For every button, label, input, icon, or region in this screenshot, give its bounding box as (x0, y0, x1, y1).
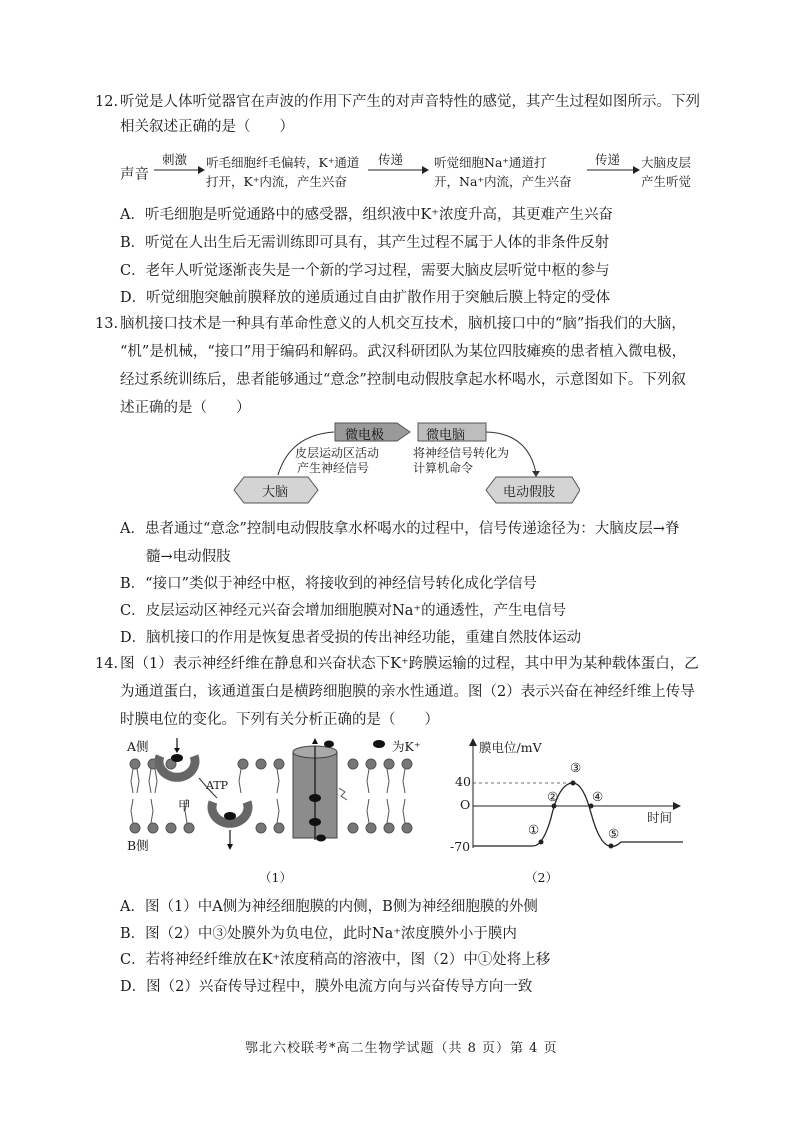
q14-stem-line3: 时膜电位的变化。下列有关分析正确的是（ ） (120, 712, 439, 728)
q12-option-a: A．听毛细胞是听觉通路中的感受器，组织液中K⁺浓度升高，其更难产生兴奋 (120, 207, 613, 223)
flow-node-hair-cell-line1: 听毛细胞纤毛偏转，K⁺通道 (206, 155, 360, 170)
q12-option-d: D．听觉细胞突触前膜释放的递质通过自由扩散作用于突触后膜上特定的受体 (120, 290, 611, 306)
flow-node-hair-cell-line2: 打开，K⁺内流，产生兴奋 (206, 174, 347, 189)
brain-label: 大脑 (262, 485, 289, 500)
q12-option-b: B．听觉在人出生后无需训练即可具有，其产生过程不属于人体的非条件反射 (120, 235, 610, 251)
flow-arrow2-label: 传递 (378, 152, 404, 167)
point-5-label: ⑤ (608, 826, 620, 841)
q13-stem-line2: “机”是机械，“接口”用于编码和解码。武汉科研团队为某位四肢瘫痪的患者植入微电极， (120, 344, 687, 360)
left-note-line1: 皮层运动区活动 (295, 446, 380, 460)
flow-arrow1-icon (152, 163, 206, 177)
point-3-label: ③ (570, 760, 582, 775)
flow-node-sound: 声音 (120, 167, 149, 183)
page-footer: 鄂北六校联考*高二生物学试题（共 8 页）第 4 页 (245, 1041, 558, 1056)
left-note-line2: 产生神经信号 (297, 461, 370, 475)
flow-arrow2-icon (366, 163, 430, 177)
x-axis-label: 时间 (647, 810, 673, 825)
q14-option-d: D．图（2）兴奋传导过程中，膜外电流方向与兴奋传导方向一致 (120, 979, 533, 995)
q13-option-d: D．脑机接口的作用是恢复患者受损的传出神经功能，重建自然肢体运动 (120, 630, 582, 646)
flow-node-auditory-cell-line1: 听觉细胞Na⁺通道打 (434, 155, 547, 170)
q14-number: 14. (95, 656, 119, 672)
k-ion-legend: 为K⁺ (392, 739, 421, 754)
flow-arrow3-label: 传递 (595, 152, 621, 167)
q12-stem-line2: 相关叙述正确的是（ ） (120, 119, 294, 135)
flow-node-cortex-line2: 产生听觉 (641, 174, 692, 189)
micro-computer-label: 微电脑 (426, 428, 466, 443)
right-note-line1: 将神经信号转化为 (413, 446, 510, 460)
q12-stem-line1: 听觉是人体听觉器官在声波的作用下产生的对声音特性的感觉，其产生过程如图所示。下列 (120, 94, 700, 110)
point-1-label: ① (528, 822, 540, 837)
q13-stem-line1: 脑机接口技术是一种具有革命性意义的人机交互技术，脑机接口中的“脑”指我们的大脑， (120, 316, 686, 332)
y-tick-40: 40 (455, 774, 471, 789)
q14-option-b: B．图（2）中③处膜外为负电位，此时Na⁺浓度膜外小于膜内 (120, 926, 517, 942)
q14-stem-line1: 图（1）表示神经纤维在静息和兴奋状态下K⁺跨膜运输的过程，其中甲为某种载体蛋白，乙 (120, 656, 699, 672)
flow-node-cortex-line1: 大脑皮层 (641, 155, 692, 170)
q13-diagram-shapes (230, 415, 580, 515)
q13-stem-line4: 述正确的是（ ） (120, 400, 251, 416)
flow-arrow1-label: 刺激 (162, 152, 188, 167)
membrane-drawing (125, 738, 415, 856)
atp-label: ATP (206, 779, 229, 792)
q14-stem-line2: 为通道蛋白，该通道蛋白是横跨细胞膜的亲水性通道。图（2）表示兴奋在神经纤维上传导 (120, 684, 695, 700)
q12-option-c: C．老年人听觉逐渐丧失是一个新的学习过程，需要大脑皮层听觉中枢的参与 (120, 263, 610, 279)
figure1-caption: （1） (259, 870, 292, 885)
q12-number: 12. (95, 94, 119, 110)
carrier-jia-label: 甲 (178, 798, 191, 813)
q13-stem-line3: 经过系统训练后，患者能够通过“意念”控制电动假肢拿起水杯喝水，示意图如下。下列叙 (120, 372, 686, 388)
figure2-caption: （2） (525, 870, 558, 885)
y-tick-0: O (460, 797, 471, 812)
point-4-label: ④ (592, 789, 604, 804)
q13-option-b: B．“接口”类似于神经中枢，将接收到的神经信号转化成化学信号 (120, 576, 537, 592)
prosthesis-label: 电动假肢 (503, 485, 556, 500)
flow-node-auditory-cell-line2: 开，Na⁺内流，产生兴奋 (434, 174, 572, 189)
side-a-label: A侧 (127, 739, 149, 754)
q14-option-a: A．图（1）中A侧为神经细胞膜的内侧，B侧为神经细胞膜的外侧 (120, 899, 538, 915)
q14-option-c: C．若将神经纤维放在K⁺浓度稍高的溶液中，图（2）中①处将上移 (120, 952, 551, 968)
y-axis-label: 膜电位/mV (479, 740, 542, 755)
y-tick-neg70: -70 (450, 839, 471, 854)
q13-option-a-line2: 髓→电动假肢 (146, 549, 231, 565)
q13-number: 13. (95, 316, 119, 332)
point-2-label: ② (547, 789, 559, 804)
micro-electrode-label: 微电极 (345, 428, 385, 443)
right-note-line2: 计算机命令 (413, 461, 474, 475)
q13-option-a-line1: A．患者通过“意念”控制电动假肢拿水杯喝水的过程中，信号传递途径为：大脑皮层→脊 (120, 521, 680, 537)
side-b-label: B侧 (127, 838, 149, 853)
q13-option-c: C．皮层运动区神经元兴奋会增加细胞膜对Na⁺的通透性，产生电信号 (120, 603, 567, 619)
flow-arrow3-icon (585, 163, 641, 177)
